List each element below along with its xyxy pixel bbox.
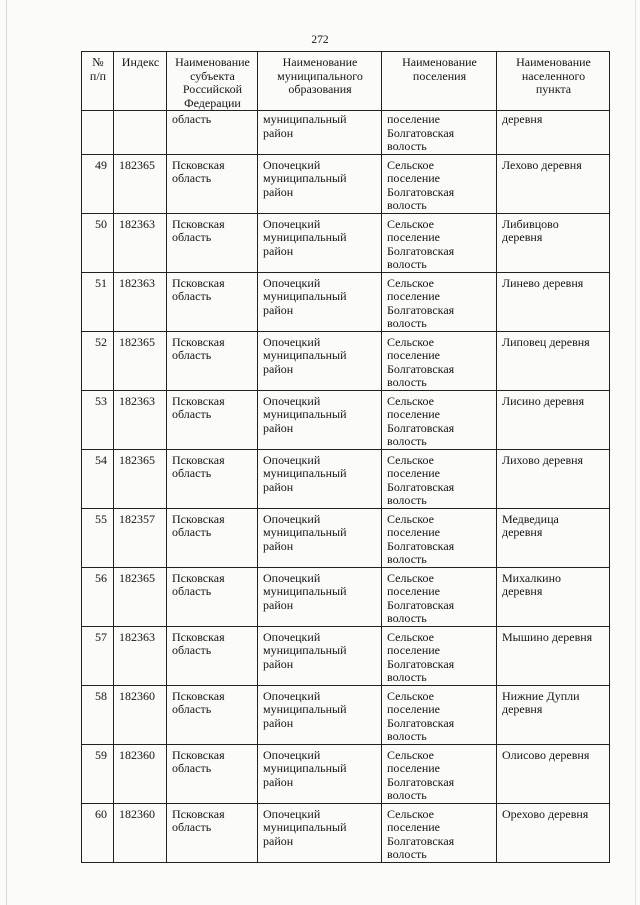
table-row: [82, 213, 610, 272]
cell-locality: Олисово деревня: [497, 744, 610, 803]
cell-subject: Псковская область: [167, 154, 258, 213]
cell-index: 182363: [114, 213, 167, 272]
cell-num: 58: [82, 685, 114, 744]
cell-index: 182365: [114, 154, 167, 213]
cell-municipal: Опочецкий муниципальный район: [258, 803, 382, 862]
table-row: [82, 567, 610, 626]
cell-subject: Псковская область: [167, 567, 258, 626]
cell-locality: Медведица деревня: [497, 508, 610, 567]
cell-subject: Псковская область: [167, 213, 258, 272]
cell-index: 182357: [114, 508, 167, 567]
cell-settlement: Сельское поселение Болгатовская волость: [382, 508, 497, 567]
cell-subject: Псковская область: [167, 508, 258, 567]
cell-municipal: Опочецкий муниципальный район: [258, 685, 382, 744]
settlements-table: [81, 51, 610, 863]
cell-settlement: Сельское поселение Болгатовская волость: [382, 390, 497, 449]
cell-locality: Линево деревня: [497, 272, 610, 331]
cell-index: 182363: [114, 626, 167, 685]
cell-index: [114, 111, 167, 155]
cell-locality: Липовец деревня: [497, 331, 610, 390]
cell-subject: область: [167, 111, 258, 155]
cell-subject: Псковская область: [167, 390, 258, 449]
scan-edge-left: [6, 0, 7, 905]
cell-settlement: поселение Болгатовская волость: [382, 111, 497, 155]
cell-index: 182363: [114, 272, 167, 331]
table-row: [82, 154, 610, 213]
header-locality: Наименование населенного пункта: [497, 52, 610, 111]
cell-municipal: Опочецкий муниципальный район: [258, 744, 382, 803]
cell-locality: Мышино деревня: [497, 626, 610, 685]
header-index: Индекс: [114, 52, 167, 111]
cell-subject: Псковская область: [167, 685, 258, 744]
cell-num: 60: [82, 803, 114, 862]
cell-num: 54: [82, 449, 114, 508]
cell-subject: Псковская область: [167, 803, 258, 862]
table-body: [82, 111, 610, 863]
cell-num: 59: [82, 744, 114, 803]
cell-municipal: Опочецкий муниципальный район: [258, 567, 382, 626]
cell-settlement: Сельское поселение Болгатовская волость: [382, 567, 497, 626]
cell-index: 182360: [114, 803, 167, 862]
table-header: [82, 52, 610, 111]
header-row: [82, 52, 610, 111]
cell-locality: деревня: [497, 111, 610, 155]
cell-municipal: Опочецкий муниципальный район: [258, 331, 382, 390]
table-row: [82, 390, 610, 449]
table-row: [82, 744, 610, 803]
table-row: [82, 803, 610, 862]
cell-municipal: Опочецкий муниципальный район: [258, 508, 382, 567]
cell-municipal: Опочецкий муниципальный район: [258, 154, 382, 213]
cell-index: 182365: [114, 567, 167, 626]
cell-subject: Псковская область: [167, 744, 258, 803]
cell-num: [82, 111, 114, 155]
cell-municipal: Опочецкий муниципальный район: [258, 626, 382, 685]
cell-municipal: Опочецкий муниципальный район: [258, 390, 382, 449]
cell-settlement: Сельское поселение Болгатовская волость: [382, 213, 497, 272]
table-row: [82, 449, 610, 508]
cell-locality: Михалкино деревня: [497, 567, 610, 626]
cell-settlement: Сельское поселение Болгатовская волость: [382, 449, 497, 508]
cell-locality: Либивцово деревня: [497, 213, 610, 272]
cell-subject: Псковская область: [167, 331, 258, 390]
cell-settlement: Сельское поселение Болгатовская волость: [382, 803, 497, 862]
table-row: [82, 626, 610, 685]
cell-municipal: муниципальный район: [258, 111, 382, 155]
cell-subject: Псковская область: [167, 449, 258, 508]
cell-index: 182365: [114, 449, 167, 508]
cell-municipal: Опочецкий муниципальный район: [258, 272, 382, 331]
cell-num: 49: [82, 154, 114, 213]
page-number: 272: [311, 34, 329, 46]
cell-index: 182365: [114, 331, 167, 390]
cell-locality: Орехово деревня: [497, 803, 610, 862]
cell-locality: Лихово деревня: [497, 449, 610, 508]
cell-index: 182360: [114, 744, 167, 803]
cell-municipal: Опочецкий муниципальный район: [258, 449, 382, 508]
cell-subject: Псковская область: [167, 626, 258, 685]
cell-index: 182363: [114, 390, 167, 449]
cell-num: 55: [82, 508, 114, 567]
cell-locality: Лехово деревня: [497, 154, 610, 213]
cell-settlement: Сельское поселение Болгатовская волость: [382, 626, 497, 685]
cell-num: 51: [82, 272, 114, 331]
table-row: [82, 685, 610, 744]
cell-num: 53: [82, 390, 114, 449]
table-row-continuation: [82, 111, 610, 155]
cell-num: 57: [82, 626, 114, 685]
table-row: [82, 508, 610, 567]
cell-settlement: Сельское поселение Болгатовская волость: [382, 154, 497, 213]
cell-num: 50: [82, 213, 114, 272]
header-num: № п/п: [82, 52, 114, 111]
cell-num: 56: [82, 567, 114, 626]
cell-num: 52: [82, 331, 114, 390]
header-settlement: Наименование поселения: [382, 52, 497, 111]
cell-locality: Нижние Дупли деревня: [497, 685, 610, 744]
table-row: [82, 272, 610, 331]
table-row: [82, 331, 610, 390]
cell-settlement: Сельское поселение Болгатовская волость: [382, 744, 497, 803]
scan-edge-right: [635, 0, 636, 905]
cell-settlement: Сельское поселение Болгатовская волость: [382, 685, 497, 744]
cell-index: 182360: [114, 685, 167, 744]
cell-locality: Лисино деревня: [497, 390, 610, 449]
cell-subject: Псковская область: [167, 272, 258, 331]
cell-municipal: Опочецкий муниципальный район: [258, 213, 382, 272]
cell-settlement: Сельское поселение Болгатовская волость: [382, 331, 497, 390]
header-subject: Наименование субъекта Российской Федерации: [167, 52, 258, 111]
cell-settlement: Сельское поселение Болгатовская волость: [382, 272, 497, 331]
header-municipal: Наименование муниципального образования: [258, 52, 382, 111]
